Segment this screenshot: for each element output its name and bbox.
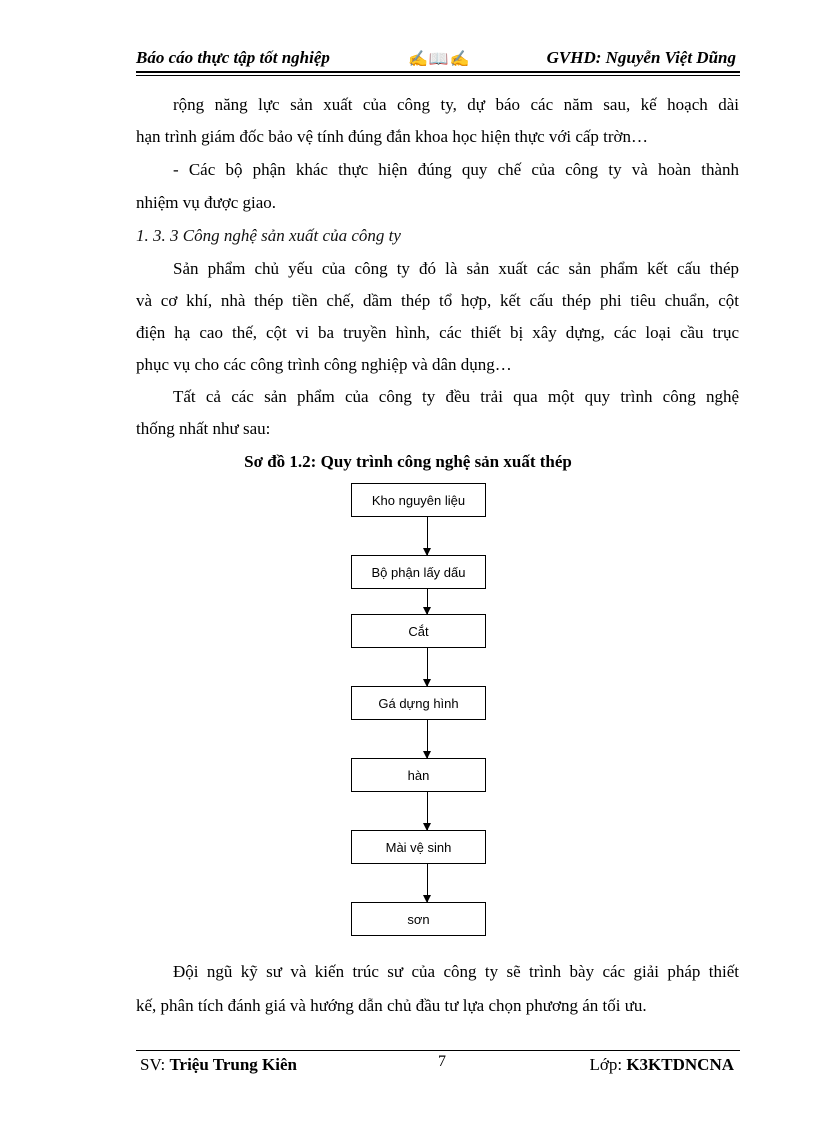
supervisor-name: GVHD: Nguyễn Việt Dũng: [546, 48, 736, 67]
student-label: [140, 1055, 297, 1075]
footer-divider: [136, 1050, 740, 1051]
flow-arrow: [427, 720, 428, 758]
student-name: Triệu Trung Kiên: [169, 1055, 297, 1074]
paragraph-line: điện hạ cao thế, cột vi ba truyền hình, các thiết bị xây dựng, các loại cầu trục: [136, 323, 739, 342]
paragraph-line: Sản phẩm chủ yếu của công ty đó là sản xuất các sản phẩm kết cấu thép: [173, 259, 739, 278]
paragraph-line: - Các bộ phận khác thực hiện đúng quy chế của công ty và hoàn thành: [173, 160, 739, 179]
paragraph-line: Tất cả các sản phẩm của công ty đều trải qua một quy trình công nghệ: [173, 387, 739, 406]
page-number: 7: [438, 1053, 446, 1070]
flow-arrow: [427, 864, 428, 902]
flow-step: Gá dựng hình: [351, 686, 486, 720]
flow-step: Kho nguyên liệu: [351, 483, 486, 517]
paragraph-line: thống nhất như sau:: [136, 419, 271, 438]
flow-arrow: [427, 517, 428, 555]
flow-step: Cắt: [351, 614, 486, 648]
flow-arrow: [427, 589, 428, 614]
paragraph-line: Đội ngũ kỹ sư và kiến trúc sư của công ty sẽ trình bày các giải pháp thiết: [173, 962, 739, 981]
header-divider-thin: [136, 75, 740, 76]
page-footer: [140, 1055, 740, 1077]
class-prefix: Lớp:: [589, 1055, 627, 1074]
report-title: Báo cáo thực tập tốt nghiệp: [136, 48, 330, 67]
class-name: K3KTDNCNA: [626, 1055, 734, 1074]
flow-step: hàn: [351, 758, 486, 792]
flow-arrow: [427, 648, 428, 686]
paragraph-line: kế, phân tích đánh giá và hướng dẫn chủ đầu tư lựa chọn phương án tối ưu.: [136, 996, 647, 1015]
paragraph-line: hạn trình giám đốc bảo vệ tính đúng đắn khoa học hiện thực với cấp trờn…: [136, 127, 649, 146]
page-header: [136, 48, 740, 72]
flow-step: Bộ phận lấy dấu: [351, 555, 486, 589]
flow-step: Mài vệ sinh: [351, 830, 486, 864]
paragraph-line: phục vụ cho các công trình công nghiệp và dân dụng…: [136, 355, 512, 374]
paragraph-line: rộng năng lực sản xuất của công ty, dự báo các năm sau, kế hoạch dài: [173, 95, 739, 114]
header-ornament-icon: ✍📖✍: [408, 51, 471, 68]
class-label: [589, 1055, 734, 1075]
header-divider: [136, 71, 740, 73]
paragraph-line: và cơ khí, nhà thép tiền chế, dầm thép tổ hợp, kết cấu thép phi tiêu chuẩn, cột: [136, 291, 739, 310]
section-heading: 1. 3. 3 Công nghệ sản xuất của công ty: [136, 226, 401, 245]
student-prefix: SV:: [140, 1055, 170, 1074]
flow-arrow: [427, 792, 428, 830]
diagram-caption: Sơ đồ 1.2: Quy trình công nghệ sản xuất thép: [244, 452, 572, 471]
paragraph-line: nhiệm vụ được giao.: [136, 193, 277, 212]
flow-step: sơn: [351, 902, 486, 936]
